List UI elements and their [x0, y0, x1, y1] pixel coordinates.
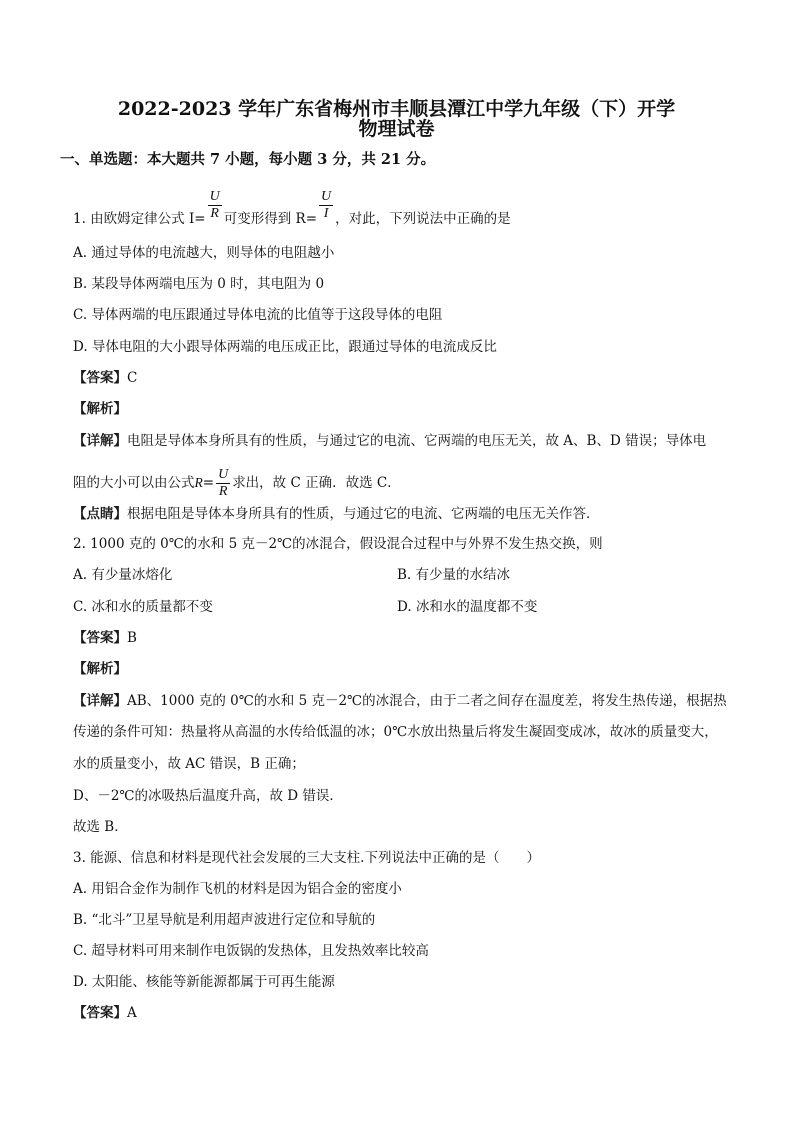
- q1-stem-pre: 1. 由欧姆定律公式 I=: [73, 211, 206, 227]
- q3-option-c: C. 超导材料可用来制作电饭锅的发热体，且发热效率比较高: [73, 943, 429, 959]
- q2-detail-line3: 水的质量变小，故 AC 错误，B 正确；: [73, 756, 305, 772]
- q2-detail-line4: D、－2℃的冰吸热后温度升高，故 D 错误．: [73, 788, 343, 804]
- q1-stem-post: ，对此，下列说法中正确的是: [335, 211, 511, 227]
- q2-detail-line2: 传递的条件可知：热量将从高温的水传给低温的冰；0℃水放出热量后将发生凝固变成冰，故冰的质量变大，: [73, 724, 718, 740]
- q2-detail-line1: 【详解】AB、1000 克的 0℃的水和 5 克－2℃的冰混合，由于二者之间存在温度差，将发生热传递，根据热: [73, 693, 727, 709]
- q1-answer: [73, 369, 137, 387]
- q2-option-a: A. 有少量冰熔化: [73, 567, 173, 583]
- formula-u-over-i: $\frac{U}{I}$: [321, 189, 332, 221]
- q1-stem-mid: 可变形得到 R=: [223, 211, 318, 227]
- q3-option-b: B. “北斗”卫星导航是利用超声波进行定位和导航的: [73, 912, 376, 928]
- formula-u-over-r: $\frac{U}{R}$: [209, 189, 220, 221]
- q2-option-c: C. 冰和水的质量都不变: [73, 599, 213, 615]
- q2-answer: 【答案】B: [73, 630, 137, 646]
- q1-option-d: D. 导体电阻的大小跟导体两端的电压成正比，跟通过导体的电流成反比: [73, 339, 497, 355]
- q1-point: 【点睛】根据电阻是导体本身所具有的性质，与通过它的电流、它两端的电压无关作答．: [73, 506, 600, 522]
- detail-tag: 【详解】: [73, 433, 127, 449]
- q2-conclusion: 故选 B．: [73, 819, 128, 835]
- q1-option-a: A. 通过导体的电流越大，则导体的电阻越小: [73, 245, 335, 261]
- question-2-stem: 2. 1000 克的 0℃的水和 5 克－2℃的冰混合，假设混合过程中与外界不发生热交换，则: [73, 536, 603, 552]
- section-heading: 一、单选题：本大题共 7 小题，每小题 3 分，共 21 分。: [60, 151, 436, 168]
- q2-option-b: B. 有少量的水结冰: [397, 567, 511, 583]
- q2-option-d: D. 冰和水的温度都不变: [397, 599, 538, 615]
- q3-answer: 【答案】A: [73, 1005, 137, 1021]
- page-subtitle-text: 物理试卷: [358, 118, 435, 140]
- answer-value: C: [127, 370, 138, 386]
- q1-analysis-tag: 【解析】: [73, 401, 127, 417]
- q1-detail-line2: 阻的大小可以由公式R= $\frac{U}{R}$ 求出，故 C 正确．故选 C．: [73, 467, 401, 499]
- question-1-stem: [73, 189, 511, 236]
- page-subtitle: [0, 115, 793, 139]
- page-title: 2022-2023 学年广东省梅州市丰顺县潭江中学九年级（下）开学: [117, 98, 676, 120]
- question-3-stem: 3. 能源、信息和材料是现代社会发展的三大支柱.下列说法中正确的是（ ）: [73, 850, 540, 866]
- q1-option-c: C. 导体两端的电压跟通过导体电流的比值等于这段导体的电阻: [73, 307, 443, 323]
- q1-detail-line1: 【详解】电阻是导体本身所具有的性质，与通过它的电流、它两端的电压无关，故 A、B、D 错误；导体电: [73, 433, 707, 449]
- point-tag: 【点睛】: [73, 506, 127, 522]
- q3-option-a: A. 用铝合金作为制作飞机的材料是因为铝合金的密度小: [73, 881, 402, 897]
- q3-option-d: D. 太阳能、核能等新能源都属于可再生能源: [73, 974, 335, 990]
- formula-r-equals-u-over-r: $\frac{U}{R}$: [218, 467, 229, 499]
- answer-tag: 【答案】: [73, 370, 127, 386]
- q1-option-b: B. 某段导体两端电压为 0 时，其电阻为 0: [73, 276, 325, 292]
- q2-analysis-tag: 【解析】: [73, 661, 127, 677]
